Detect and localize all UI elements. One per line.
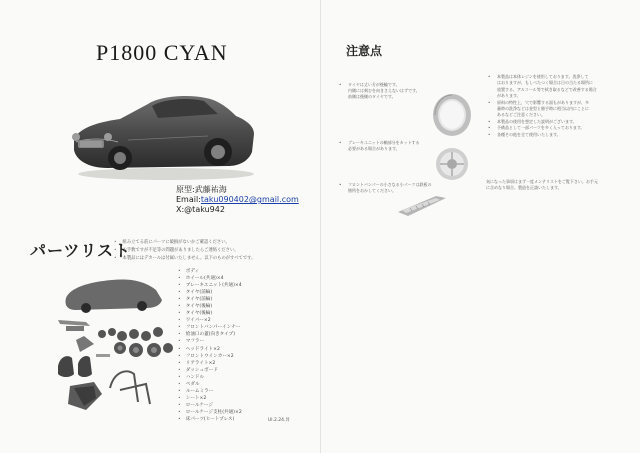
part-item: • ロールケージ支柱(共通)×2 xyxy=(178,409,242,416)
notice-note-brake: • ブレーキユニットの軸部分をカットする 必要がある場合があります。 xyxy=(348,140,438,152)
part-item: • タイヤ(後輪) xyxy=(178,310,242,317)
part-item: • タイヤ(前輪) xyxy=(178,289,242,296)
author-name: 原型:武藤祐海 xyxy=(176,185,227,194)
part-item: • 床パーツ(ヒートプレス) xyxy=(178,416,242,423)
parts-list xyxy=(178,268,242,423)
parts-list-heading: パーツリスト xyxy=(30,241,132,260)
author-x-handle: X:@taku942 xyxy=(176,205,225,214)
email-prefix: Email: xyxy=(176,195,201,204)
author-email-link[interactable]: taku090402@gmail.com xyxy=(200,195,299,204)
page-title: P1800 CYAN xyxy=(96,40,228,65)
brake-unit-illustration xyxy=(432,146,472,182)
notice-right-notes xyxy=(497,74,615,138)
notice-note-other: • 各種その他を全て使用いたします。 xyxy=(497,132,615,138)
parts-note: • お手数ですが不足等の問題がありましたらご連絡ください。 xyxy=(114,247,255,255)
part-item: • タイヤ(前輪) xyxy=(178,296,242,303)
page-divider xyxy=(320,0,321,453)
part-item: • シート×2 xyxy=(178,395,242,402)
part-item: • ダッシュボード xyxy=(178,367,242,374)
part-item: • ハンドル xyxy=(178,374,242,381)
part-item: • マフラー xyxy=(178,338,242,345)
notice-note-resin: • 本製品は本体レジンを使用しております。洗浄して はおりますが、もしべたつく場合は日の当たる場所に 放置する、アルコール等で拭き取るなどで改善する場合 があります。 xyxy=(497,74,615,100)
car-render-image xyxy=(68,82,258,182)
part-item: • 給油口の蓋(向きタイプ) xyxy=(178,331,242,338)
parts-note: • 本製品にはデカールは付属いたしません。以下のものがすべてです。 xyxy=(114,255,255,263)
notice-note-spares: • 予備品として一部パーツを多く入っております。 xyxy=(497,125,615,131)
part-item: • フロントウインカー×2 xyxy=(178,353,242,360)
version-label: Ul.2.24.昇 xyxy=(268,418,290,423)
notice-heading: 注意点 xyxy=(346,44,383,58)
parts-note: • 組み立てる前にパーツに破損がないかご確認ください。 xyxy=(114,239,255,247)
notice-bottom-note: 気になった事項はまず一度メンテリストをご覧下さい。お手元 に含めなり場合、製造を正請いたします。 xyxy=(486,179,598,190)
part-item: • リアライト×2 xyxy=(178,360,242,367)
part-item: • ルームミラー xyxy=(178,388,242,395)
notice-note-tires: • タイヤは丈い方が後輪です。 内側には刻むを向きさえないはずです。 前側は後側のタイヤです。 xyxy=(348,82,438,100)
part-item: • ボディ xyxy=(178,268,242,275)
notice-note-usage: • 本製品の使用を想定した説明がございます。 xyxy=(497,119,615,125)
part-item: • ロールケージ xyxy=(178,402,242,409)
part-item: • ホイール(共通)×4 xyxy=(178,275,242,282)
tire-illustration xyxy=(430,92,474,138)
part-item: • ペダル xyxy=(178,381,242,388)
part-item: • タイヤ(後輪) xyxy=(178,303,242,310)
notice-note-material: • 原料の特性上、穴で影響する面もがありますが、多 量時の洗浄などは金型と勝手時に相当以内にことに あるなどご注意ください。 xyxy=(497,100,615,119)
parts-notes xyxy=(114,239,255,263)
parts-illustration xyxy=(50,270,180,420)
part-item: • フロントバンパーインナー xyxy=(178,324,242,331)
part-item: • ヘッドライト×2 xyxy=(178,346,242,353)
notice-note-bumper: • フロントバンパーの小さなる小パーツは鉄板の 箇所をおかしてください。 xyxy=(348,182,438,194)
part-item: • ワイパー×2 xyxy=(178,317,242,324)
bumper-illustration xyxy=(396,192,448,218)
author-info xyxy=(176,185,299,215)
author-email-line xyxy=(176,195,299,205)
part-item: • ブレーキユニット(共通)×4 xyxy=(178,282,242,289)
